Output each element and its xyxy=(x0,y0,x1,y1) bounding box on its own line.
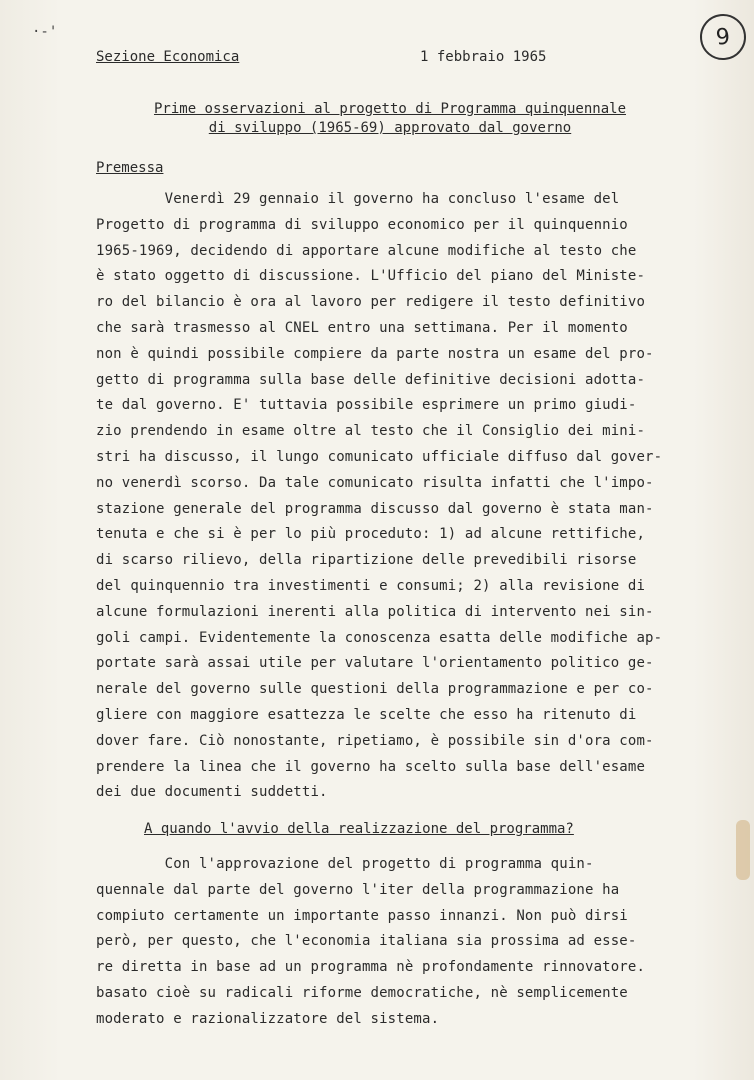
section2-heading: A quando l'avvio della realizzazione del programma? xyxy=(144,821,574,837)
section2-body xyxy=(96,852,676,1033)
text-line: stazione generale del programma discusso dal governo è stata man- xyxy=(96,500,654,517)
text-line: che sarà trasmesso al CNEL entro una settimana. Per il momento xyxy=(96,319,628,336)
text-line: alcune formulazioni inerenti alla politica di intervento nei sin- xyxy=(96,603,654,620)
document-date: 1 febbraio 1965 xyxy=(420,49,547,65)
pen-mark: ·-' xyxy=(32,24,58,40)
text-line: zio prendendo in esame oltre al testo che il Consiglio dei mini- xyxy=(96,423,646,440)
text-line: gliere con maggiore esattezza le scelte che esso ha ritenuto di xyxy=(96,706,637,723)
text-line: no venerdì scorso. Da tale comunicato risulta infatti che l'impo- xyxy=(96,474,654,491)
text-line: ro del bilancio è ora al lavoro per redigere il testo definitivo xyxy=(96,294,646,311)
text-line: tenuta e che si è per lo più proceduto: 1) ad alcune rettifiche, xyxy=(96,526,646,543)
section-label: Sezione Economica xyxy=(96,49,240,65)
text-line: stri ha discusso, il lungo comunicato ufficiale diffuso dal gover- xyxy=(96,448,663,465)
text-line: prendere la linea che il governo ha scelto sulla base dell'esame xyxy=(96,758,646,775)
paper-stain xyxy=(736,820,750,880)
text-line: dover fare. Ciò nonostante, ripetiamo, è possibile sin d'ora com- xyxy=(96,732,654,749)
premessa-heading: Premessa xyxy=(96,160,164,176)
premessa-body xyxy=(96,187,676,806)
title-line-1: Prime osservazioni al progetto di Programma quinquennale xyxy=(153,101,626,117)
document-title xyxy=(130,100,650,138)
text-line: quennale dal parte del governo l'iter della programmazione ha xyxy=(96,881,620,898)
text-line: del quinquennio tra investimenti e consumi; 2) alla revisione di xyxy=(96,577,646,594)
text-line: 1965-1969, decidendo di apportare alcune modifiche al testo che xyxy=(96,242,637,259)
text-line: non è quindi possibile compiere da parte nostra un esame del pro- xyxy=(96,345,654,362)
text-line: portate sarà assai utile per valutare l'orientamento politico ge- xyxy=(96,655,654,672)
text-line: è stato oggetto di discussione. L'Ufficio del piano del Ministe- xyxy=(96,268,646,285)
text-line: dei due documenti suddetti. xyxy=(96,784,328,801)
text-line: nerale del governo sulle questioni della programmazione e per co- xyxy=(96,681,654,698)
text-line: Progetto di programma di sviluppo economico per il quinquennio xyxy=(96,216,628,233)
text-line: compiuto certamente un importante passo innanzi. Non può dirsi xyxy=(96,907,628,924)
text-line: Con l'approvazione del progetto di programma quin- xyxy=(96,856,594,872)
page-number-circle: 9 xyxy=(698,12,749,63)
text-line: basato cioè su radicali riforme democratiche, nè semplicemente xyxy=(96,984,628,1001)
text-line: re diretta in base ad un programma nè profondamente rinnovatore. xyxy=(96,959,646,976)
title-line-2: di sviluppo (1965-69) approvato dal governo xyxy=(208,120,572,136)
text-line: moderato e razionalizzatore del sistema. xyxy=(96,1010,440,1027)
text-line: però, per questo, che l'economia italiana sia prossima ad esse- xyxy=(96,933,637,950)
text-line: di scarso rilievo, della ripartizione delle prevedibili risorse xyxy=(96,552,637,569)
text-line: getto di programma sulla base delle definitive decisioni adotta- xyxy=(96,371,646,388)
text-line: Venerdì 29 gennaio il governo ha concluso l'esame del xyxy=(96,191,620,207)
text-line: goli campi. Evidentemente la conoscenza esatta delle modifiche ap- xyxy=(96,629,663,646)
text-line: te dal governo. E' tuttavia possibile esprimere un primo giudi- xyxy=(96,397,637,414)
